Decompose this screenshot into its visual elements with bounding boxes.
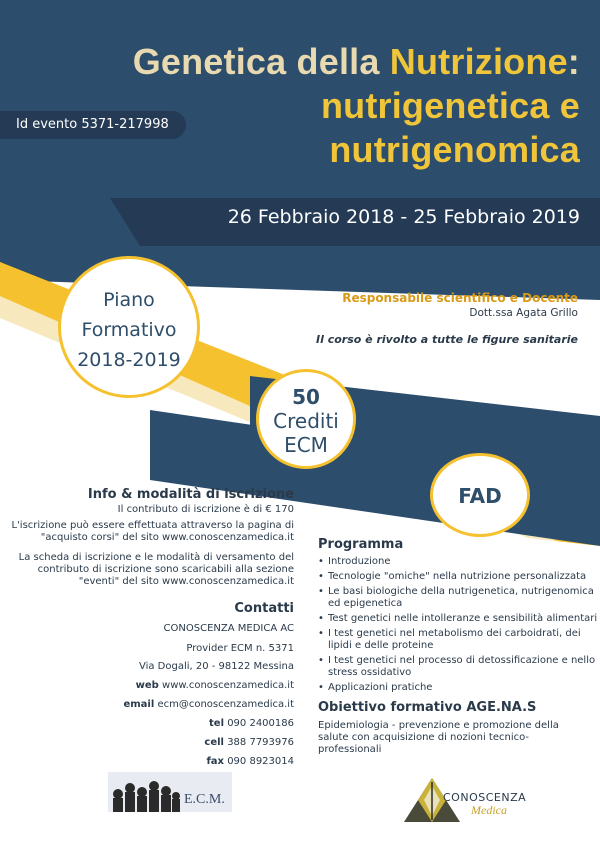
conoscenza-logo-text: CONOSCENZA [443,791,527,804]
list-item: • Test genetici nelle intolleranze e sensibilità alimentari [318,613,598,625]
contatti-tel [0,718,294,729]
info-form-line-2: contributo di iscrizione sono scaricabili alla sezione [37,564,294,575]
list-item: • Tecnologie "omiche" nella nutrizione personalizzata [318,571,598,583]
fax-label: fax [206,756,224,767]
info-form-line-3: "eventi" del sito www.conoscenzamedica.it [78,576,294,587]
fad-circle: FAD [430,453,530,537]
page-title [40,40,580,172]
info-form [0,552,294,588]
info-registration [0,520,294,544]
programma-heading: Programma [318,537,404,552]
event-dates: 26 Febbraio 2018 - 25 Febbraio 2019 [227,206,580,228]
contatti-org: CONOSCENZA MEDICA AC [163,623,294,634]
contatti-provider: Provider ECM n. 5371 [186,643,294,654]
tel-number: 090 2400186 [227,718,294,729]
contatti-address: Via Dogali, 20 - 98122 Messina [138,661,294,672]
obiettivo-heading: Obiettivo formativo AGE.NA.S [318,700,537,715]
ecm-logo-text: E.C.M. [184,792,225,807]
obiettivo-text: Epidemiologia - prevenzione e promozione della salute con acquisizione di nozioni tecnico-professionali [318,720,559,755]
contatti-fax [0,756,294,767]
responsabile-name: Dott.ssa Agata Grillo [469,307,578,319]
title-colon: : [567,41,580,82]
email-link[interactable]: ecm@conoscenzamedica.it [157,699,294,710]
email-label: email [123,699,155,710]
contatti-web [0,680,294,691]
list-item: • Introduzione [318,556,598,568]
piano-line-3: 2018-2019 [77,349,181,371]
web-link[interactable]: www.conoscenzamedica.it [162,680,294,691]
contatti-heading: Contatti [234,601,294,616]
title-highlight: Nutrizione [389,41,568,82]
piano-formativo-circle [58,256,200,398]
credits-label: Crediti [273,409,339,433]
info-fee: Il contributo di iscrizione è di € 170 [117,504,294,515]
responsabile-label: Responsabile scientifico e Docente [342,291,578,305]
cell-label: cell [204,737,224,748]
info-registration-line-2: "acquisto corsi" del sito www.conoscenzamedica.it [40,532,294,543]
fax-number: 090 8923014 [227,756,294,767]
list-item: • Applicazioni pratiche [318,682,598,694]
target-audience: Il corso è rivolto a tutte le figure sanitarie [316,333,578,346]
info-form-line-1: La scheda di iscrizione e le modalità di versamento del [18,552,294,563]
contatti-cell [0,737,294,748]
programma-list [318,556,598,697]
title-line-1 [40,40,580,84]
list-item: • Le basi biologiche della nutrigenetica, nutrigenomica ed epigenetica [318,586,598,610]
credits-circle [256,369,356,469]
info-heading: Info & modalità di iscrizione [87,487,294,502]
credits-ecm: ECM [284,433,328,457]
credits-number: 50 [292,385,320,409]
web-label: web [135,680,159,691]
contatti-email [0,699,294,710]
responsabile-block [342,291,578,319]
title-line-2: nutrigenetica e [320,85,580,126]
list-item: • I test genetici nel metabolismo dei carboidrati, dei lipidi e delle proteine [318,628,598,652]
tel-label: tel [209,718,224,729]
title-text-1: Genetica della [132,41,390,82]
list-item: • I test genetici nel processo di detossificazione e nello stress ossidativo [318,655,598,679]
title-line-3: nutrigenomica [329,129,580,170]
event-id-badge: Id evento 5371-217998 [0,111,186,139]
medica-logo-text: Medica [471,803,507,817]
piano-line-2: Formativo [81,319,177,341]
info-registration-line-1: L'iscrizione può essere effettuata attraverso la pagina di [11,520,294,531]
cell-number: 388 7793976 [227,737,294,748]
piano-line-1: Piano [103,289,155,311]
